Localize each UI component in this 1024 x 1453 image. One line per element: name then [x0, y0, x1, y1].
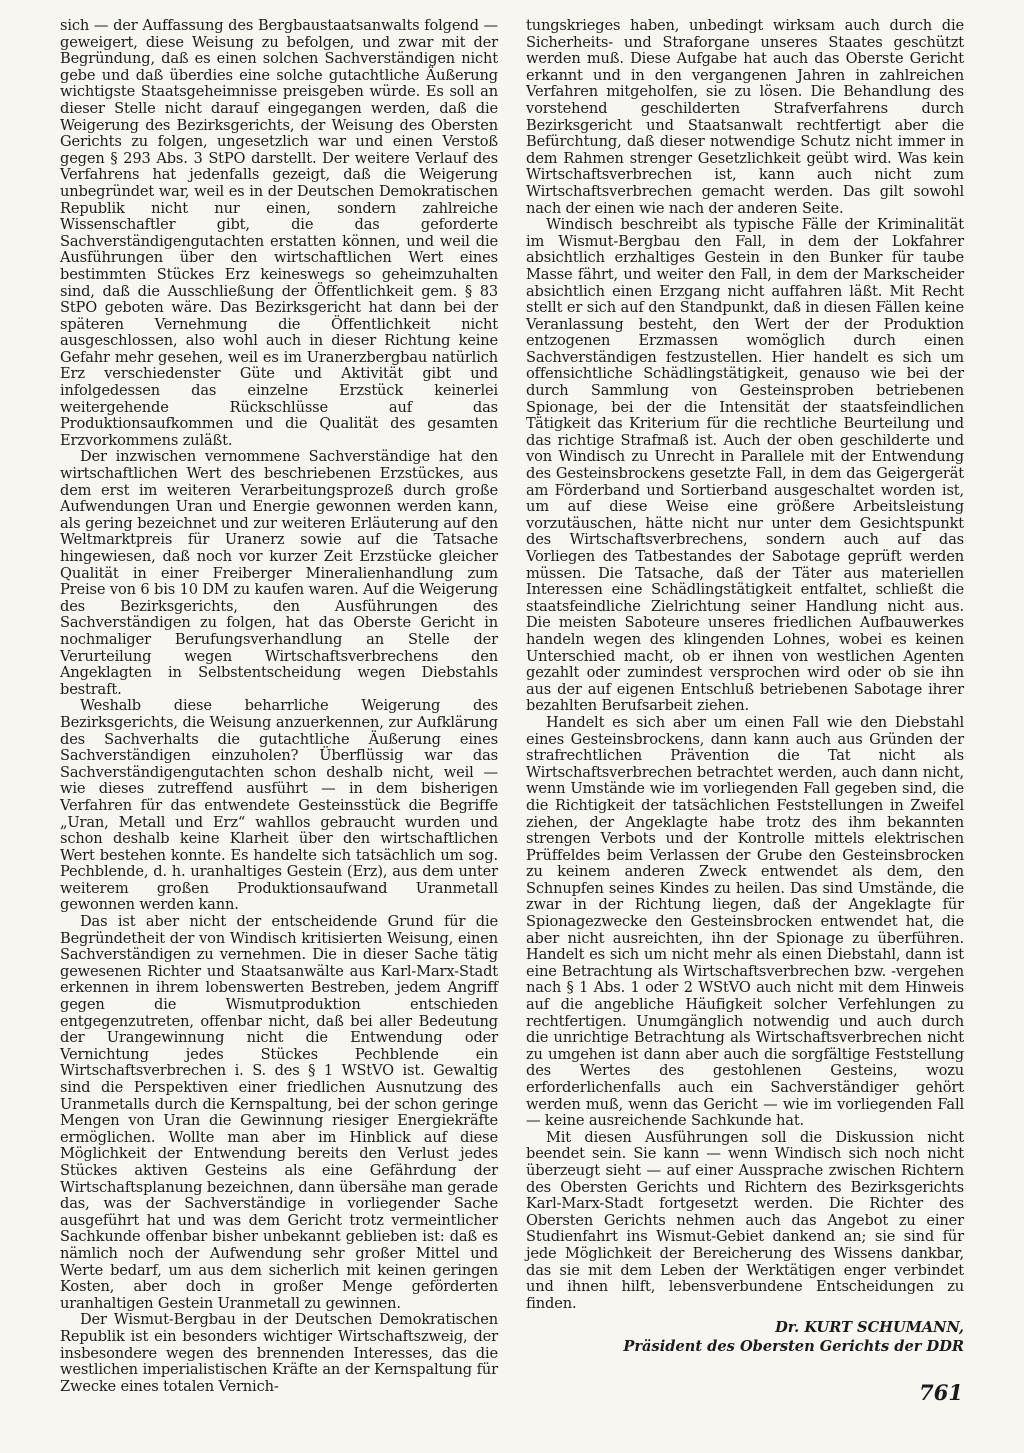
page-number: 761	[919, 1380, 963, 1405]
signature-block	[526, 1318, 964, 1356]
paragraph: tungskrieges haben, unbedingt wirksam auch durch die Sicherheits- und Straforgane unseres Staates geschützt werden muß. Diese Aufgabe hat auch das Oberste Gericht erkannt und in den vergangenen Jahren in zahlreichen Verfahren mitgeholfen, sie zu lösen. Die Behandlung des vorstehend geschilderten Strafverfahrens durch Bezirksgericht und Staatsanwalt rechtfertigt aber die Befürchtung, daß dieser notwendige Schutz nicht immer in dem Rahmen strenger Gesetzlichkeit geübt wird. Was kein Wirtschaftsverbrechen ist, kann auch nicht zum Wirtschaftsverbrechen gemacht werden. Das gilt sowohl nach der einen wie nach der anderen Seite.	[526, 17, 964, 217]
right-column	[526, 18, 964, 1358]
paragraph: Das ist aber nicht der entscheidende Grund für die Begründetheit der von Windisch kritisierten Weisung, einen Sachverständigen zu vernehmen. Die in dieser Sache tätig gewesenen Richter und Staatsanwälte aus Karl-Marx-Stadt erkennen in ihrem lobenswerten Bestreben, jedem Angriff gegen die Wismutproduktion entschieden entgegenzutreten, offenbar nicht, daß bei aller Bedeutung der Urangewinnung nicht die Entwendung oder Vernichtung jedes Stückes Pechblende ein Wirtschaftsverbrechen i. S. des § 1 WStVO ist. Gewaltig sind die Perspektiven einer friedlichen Ausnutzung des Uranmetalls durch die Kernspaltung, bei der schon geringe Mengen von Uran die Gewinnung riesiger Energiekräfte ermöglichen. Wollte man aber im Hinblick auf diese Möglichkeit der Entwendung bereits den Verlust jedes Stückes aktiven Gesteins als eine Gefährdung der Wirtschaftsplanung bezeichnen, dann übersähe man gerade das, was der Sachverständige in vorliegender Sache ausgeführt hat und was dem Gericht trotz vermeintlicher Sachkunde offenbar bisher unbekannt geblieben ist: daß es nämlich noch der Aufwendung sehr großer Mittel und Werte bedarf, um aus dem sicherlich mit keinen geringen Kosten, aber doch in großer Menge geförderten uranhaltigen Gestein Uranmetall zu gewinnen.	[60, 913, 498, 1312]
paragraph: Weshalb diese beharrliche Weigerung des Bezirksgerichts, die Weisung anzuerkennen, zur Aufklärung des Sachverhalts die gutachtliche Äußerung eines Sachverständigen einzuholen? Überflüssig war das Sachverständigengutachten schon deshalb nicht, weil — wie dieses zutreffend ausführt — in dem bisherigen Verfahren für das entwendete Gesteinsstück die Begriffe „Uran, Metall und Erz“ wahllos gebraucht wurden und schon deshalb keine Klarheit über den wirtschaftlichen Wert bestehen konnte. Es handelte sich tatsächlich um sog. Pechblende, d. h. uranhaltiges Gestein (Erz), aus dem unter weiterem großen Produktionsaufwand Uranmetall gewonnen werden kann.	[60, 697, 498, 914]
signature-title: Präsident des Obersten Gerichts der DDR	[623, 1338, 964, 1356]
paragraph: Windisch beschreibt als typische Fälle der Kriminalität im Wismut-Bergbau den Fall, in dem der Lokfahrer absichtlich erzhaltiges Gestein in den Bunker für taube Masse fährt, und weiter den Fall, in dem der Markscheider absichtlich einen Erzgang nicht auffahren läßt. Mit Recht stellt er sich auf den Standpunkt, daß in diesen Fällen keine Veranlassung besteht, den Wert der der Produktion entzogenen Erzmassen womöglich durch einen Sachverständigen festzustellen. Hier handelt es sich um offensichtliche Schädlingstätigkeit, genauso wie bei der durch Sammlung von Gesteinsproben betriebenen Spionage, bei der die Intensität der staatsfeindlichen Tätigkeit das Kriterium für die rechtliche Beurteilung und das richtige Strafmaß ist. Auch der oben geschilderte und von Windisch zu Unrecht in Parallele mit der Entwendung des Gesteinsbrockens gesetzte Fall, in dem das Geigergerät am Förderband und Sortierband ausgeschaltet worden ist, um auf diese Weise eine größere Arbeitsleistung vorzutäuschen, hätte nicht nur unter dem Gesichtspunkt des Wirtschaftsverbrechens, sondern auch auf das Vorliegen des Tatbestandes der Sabotage geprüft werden müssen. Die Tatsache, daß der Täter aus materiellen Interessen eine Schädlingstätigkeit entfaltet, schließt die staatsfeindliche Zielrichtung seiner Handlung nicht aus. Die meisten Saboteure unseres friedlichen Aufbauwerkes handeln wegen des klingenden Lohnes, wobei es keinen Unterschied macht, ob er ihnen von westlichen Agenten gezahlt oder zumindest versprochen wird oder ob sie ihn aus der auf eigenen Entschluß betriebenen Sabotage ihrer bezahlten Berufsarbeit ziehen.	[526, 216, 964, 715]
document-page	[60, 18, 965, 1438]
signature-name: Dr. KURT SCHUMANN,	[775, 1319, 964, 1337]
paragraph: Der inzwischen vernommene Sachverständige hat den wirtschaftlichen Wert des beschriebenen Erzstückes, aus dem erst im weiteren Verarbeitungsprozeß durch große Aufwendungen Uran und Energie gewonnen werden kann, als gering bezeichnet und zur weiteren Erläuterung auf den Weltmarktpreis für Uranerz sowie auf die Tatsache hingewiesen, daß noch vor kurzer Zeit Erzstücke gleicher Qualität in einer Freiberger Mineralienhandlung zum Preise von 6 bis 10 DM zu kaufen waren. Auf die Weigerung des Bezirksgerichts, den Ausführungen des Sachverständigen zu folgen, hat das Oberste Gericht in nochmaliger Berufungsverhandlung an Stelle der Verurteilung wegen Wirtschaftsverbrechens den Angeklagten in Selbstentscheidung wegen Diebstahls bestraft.	[60, 448, 498, 698]
paragraph: Der Wismut-Bergbau in der Deutschen Demokratischen Republik ist ein besonders wichtiger Wirtschaftszweig, der insbesondere wegen des brennenden Interesses, das die westlichen imperialistischen Kräfte an der Kernspaltung für Zwecke eines totalen Vernich-	[60, 1311, 498, 1395]
paragraph: Mit diesen Ausführungen soll die Diskussion nicht beendet sein. Sie kann — wenn Windisch sich noch nicht überzeugt sieht — auf einer Aussprache zwischen Richtern des Obersten Gerichts und Richtern des Bezirksgerichts Karl-Marx-Stadt fortgesetzt werden. Die Richter des Obersten Gerichts nehmen auch das Angebot zu einer Studienfahrt ins Wismut-Gebiet dankend an; sie sind für jede Möglichkeit der Bereicherung des Wissens dankbar, das sie mit dem Leben der Werktätigen enger verbindet und ihnen hilft, lebensverbundene Entscheidungen zu finden.	[526, 1128, 964, 1312]
paragraph: sich — der Auffassung des Bergbaustaatsanwalts folgend — geweigert, diese Weisung zu befolgen, und zwar mit der Begründung, daß es einen solchen Sachverständigen nicht gebe und daß überdies eine solche gutachtliche Äußerung wichtigste Staatsgeheimnisse preisgeben würde. Es soll an dieser Stelle nicht darauf eingegangen werden, daß die Weigerung des Bezirksgerichts, der Weisung des Obersten Gerichts zu folgen, ungesetzlich war und einen Verstoß gegen § 293 Abs. 3 StPO darstellt. Der weitere Verlauf des Verfahrens hat jedenfalls gezeigt, daß die Weigerung unbegründet war, weil es in der Deutschen Demokratischen Republik nicht nur einen, sondern zahlreiche Wissenschaftler gibt, die das geforderte Sachverständigengutachten erstatten können, und weil die Ausführungen über den wirtschaftlichen Wert eines bestimmten Stückes Erz keineswegs so geheimzuhalten sind, daß die Ausschließung der Öffentlichkeit gem. § 83 StPO geboten wäre. Das Bezirksgericht hat dann bei der späteren Vernehmung die Öffentlichkeit nicht ausgeschlossen, also wohl auch in dieser Richtung keine Gefahr mehr gesehen, weil es im Uranerzbergbau natürlich Erz verschiedenster Güte und Aktivität gibt und infolgedessen das einzelne Erzstück keinerlei weitergehende Rückschlüsse auf das Produktionsaufkommen und die Qualität des gesamten Erzvorkommens zuläßt.	[60, 17, 498, 449]
paragraph: Handelt es sich aber um einen Fall wie den Diebstahl eines Gesteinsbrockens, dann kann auch aus Gründen der strafrechtlichen Prävention die Tat nicht als Wirtschaftsverbrechen betrachtet werden, auch dann nicht, wenn Umstände wie im vorliegenden Fall gegeben sind, die die Richtigkeit der tatsächlichen Feststellungen in Zweifel ziehen, der Angeklagte habe trotz des ihm bekannten strengen Verbots und der Kontrolle mittels elektrischen Prüffeldes beim Verlassen der Grube den Gesteinsbrocken zu keinem anderen Zweck entwendet als dem, den Schnupfen seines Kindes zu heilen. Das sind Umstände, die zwar in der Richtung liegen, daß der Angeklagte für Spionagezwecke den Gesteinsbrocken entwendet hat, die aber nicht ausreichten, ihn der Spionage zu überführen. Handelt es sich um nicht mehr als einen Diebstahl, dann ist eine Betrachtung als Wirtschaftsverbrechen bzw. -vergehen nach § 1 Abs. 1 oder 2 WStVO auch nicht mit dem Hinweis auf die angebliche Häufigkeit solcher Verfehlungen zu rechtfertigen. Unumgänglich notwendig und auch durch die unrichtige Betrachtung als Wirtschaftsverbrechen nicht zu umgehen ist dann aber auch die sorgfältige Feststellung des Wertes des gestohlenen Gesteins, wozu erforderlichenfalls auch ein Sachverständiger gehört werden muß, wenn das Gericht — wie im vorliegenden Fall — keine ausreichende Sachkunde hat.	[526, 713, 964, 1130]
left-column	[60, 17, 498, 1395]
